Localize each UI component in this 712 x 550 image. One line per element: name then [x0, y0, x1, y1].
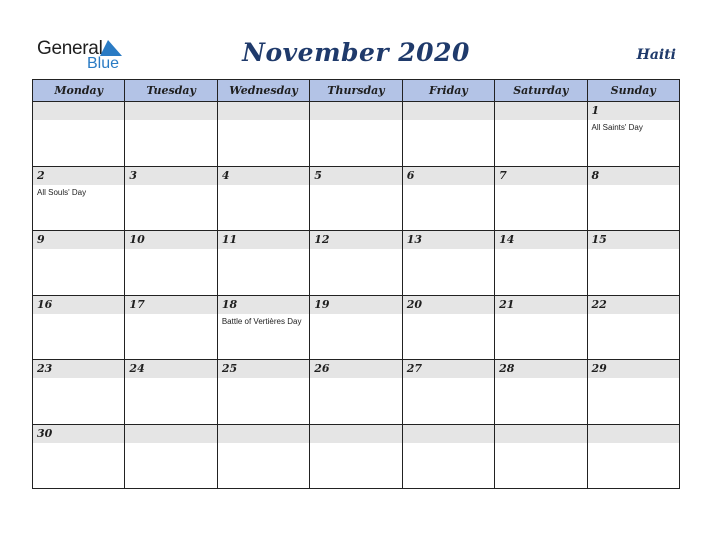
day-number-bar	[310, 167, 401, 185]
calendar-day-cell	[588, 296, 679, 360]
calendar-day-cell	[588, 425, 679, 490]
calendar-day-cell	[125, 167, 217, 231]
day-number: 27	[406, 362, 422, 375]
calendar-grid	[32, 79, 680, 489]
logo-word-general: General	[37, 38, 103, 59]
weekday-tuesday: Tuesday	[125, 80, 217, 101]
calendar-day-cell	[125, 360, 217, 424]
day-number: 6	[406, 168, 415, 182]
day-number-bar	[588, 425, 679, 443]
weekday-thursday: Thursday	[310, 80, 402, 101]
calendar-day-cell	[495, 231, 587, 295]
day-number-bar	[310, 102, 401, 120]
day-number-bar	[403, 102, 494, 120]
day-number-bar	[218, 102, 309, 120]
calendar-day-cell	[310, 360, 402, 424]
calendar-day-cell	[218, 167, 310, 231]
calendar-week-row	[33, 102, 679, 167]
calendar-week-row	[33, 296, 679, 361]
calendar-day-cell	[33, 231, 125, 295]
day-number: 13	[406, 233, 422, 246]
logo-word-blue: Blue	[87, 55, 120, 72]
day-number: 1	[591, 104, 600, 117]
calendar-week-row	[33, 360, 679, 425]
calendar-day-cell	[588, 102, 679, 166]
day-number: 11	[221, 233, 238, 246]
calendar-day-cell	[310, 167, 402, 231]
day-number: 19	[314, 297, 330, 311]
calendar-day-cell	[495, 360, 587, 424]
day-number-bar	[495, 102, 586, 120]
calendar-day-cell	[33, 360, 125, 424]
weekday-sunday: Sunday	[610, 84, 656, 97]
calendar-day-cell	[588, 360, 679, 424]
calendar-weeks	[33, 102, 679, 489]
day-number: 4	[221, 168, 230, 182]
weekday-header-row	[33, 80, 679, 102]
day-number-bar	[125, 102, 216, 120]
day-number: 18	[221, 297, 238, 311]
calendar-day-cell	[310, 425, 402, 490]
day-number: 14	[499, 233, 515, 246]
country-label: Haiti	[636, 47, 676, 63]
day-number: 2	[37, 168, 45, 182]
day-number: 17	[129, 297, 145, 311]
day-number-bar	[33, 167, 124, 185]
calendar-day-cell	[218, 102, 310, 166]
day-number: 15	[591, 233, 607, 246]
day-number: 21	[499, 297, 515, 311]
day-number-bar	[33, 231, 124, 249]
calendar-day-cell	[403, 231, 495, 295]
day-number-bar	[588, 102, 679, 120]
day-number: 7	[499, 168, 507, 182]
day-number: 12	[314, 233, 330, 246]
day-number: 20	[406, 297, 422, 311]
calendar-day-cell	[33, 296, 125, 360]
day-number: 8	[591, 168, 600, 182]
calendar-day-cell	[403, 167, 495, 231]
day-number-bar	[495, 425, 586, 443]
page-title: November 2020	[242, 38, 470, 67]
calendar-day-cell	[125, 231, 217, 295]
calendar-day-cell	[310, 231, 402, 295]
calendar-day-cell	[495, 425, 587, 490]
calendar-day-cell	[218, 425, 310, 490]
calendar-day-cell	[403, 425, 495, 490]
calendar-day-cell	[218, 360, 310, 424]
day-number: 5	[314, 168, 322, 182]
day-number-bar	[218, 167, 309, 185]
calendar-week-row	[33, 425, 679, 490]
day-number: 22	[591, 297, 607, 311]
day-number: 23	[37, 362, 53, 375]
day-number: 16	[37, 297, 53, 311]
weekday-wednesday: Wednesday	[218, 80, 310, 101]
day-number: 29	[591, 362, 607, 375]
calendar-day-cell	[495, 296, 587, 360]
day-number: 3	[129, 168, 138, 182]
day-number: 26	[314, 362, 330, 375]
day-number: 9	[37, 233, 45, 246]
day-number-bar	[125, 167, 216, 185]
day-number-bar	[310, 425, 401, 443]
day-number: 25	[221, 362, 238, 375]
calendar-week-row	[33, 231, 679, 296]
day-number-bar	[125, 425, 216, 443]
day-number-bar	[33, 102, 124, 120]
weekday-saturday: Saturday	[495, 80, 587, 101]
calendar-day-cell	[310, 102, 402, 166]
calendar-day-cell	[33, 167, 125, 231]
weekday-friday: Friday	[403, 80, 495, 101]
day-number-bar	[403, 425, 494, 443]
day-number: 28	[499, 362, 515, 375]
calendar-day-cell	[218, 296, 310, 360]
holiday-label: Battle of Vertières Day	[221, 316, 302, 326]
weekday-monday: Monday	[33, 80, 125, 101]
calendar-day-cell	[125, 102, 217, 166]
holiday-label: All Saints' Day	[591, 123, 643, 132]
calendar-day-cell	[125, 296, 217, 360]
calendar-day-cell	[125, 425, 217, 490]
calendar-day-cell	[588, 167, 679, 231]
day-number-bar	[218, 425, 309, 443]
calendar-day-cell	[495, 102, 587, 166]
calendar-day-cell	[403, 296, 495, 360]
calendar-day-cell	[33, 425, 125, 490]
day-number: 24	[129, 362, 145, 375]
calendar-week-row	[33, 167, 679, 232]
calendar-day-cell	[218, 231, 310, 295]
calendar-day-cell	[310, 296, 402, 360]
calendar-day-cell	[403, 360, 495, 424]
day-number-bar	[495, 167, 586, 185]
calendar-day-cell	[33, 102, 125, 166]
day-number: 30	[37, 426, 53, 440]
holiday-label: All Souls' Day	[37, 187, 87, 197]
day-number-bar	[588, 167, 679, 185]
day-number-bar	[403, 167, 494, 185]
day-number: 10	[129, 233, 145, 246]
calendar-day-cell	[588, 231, 679, 295]
calendar-day-cell	[403, 102, 495, 166]
calendar-day-cell	[495, 167, 587, 231]
